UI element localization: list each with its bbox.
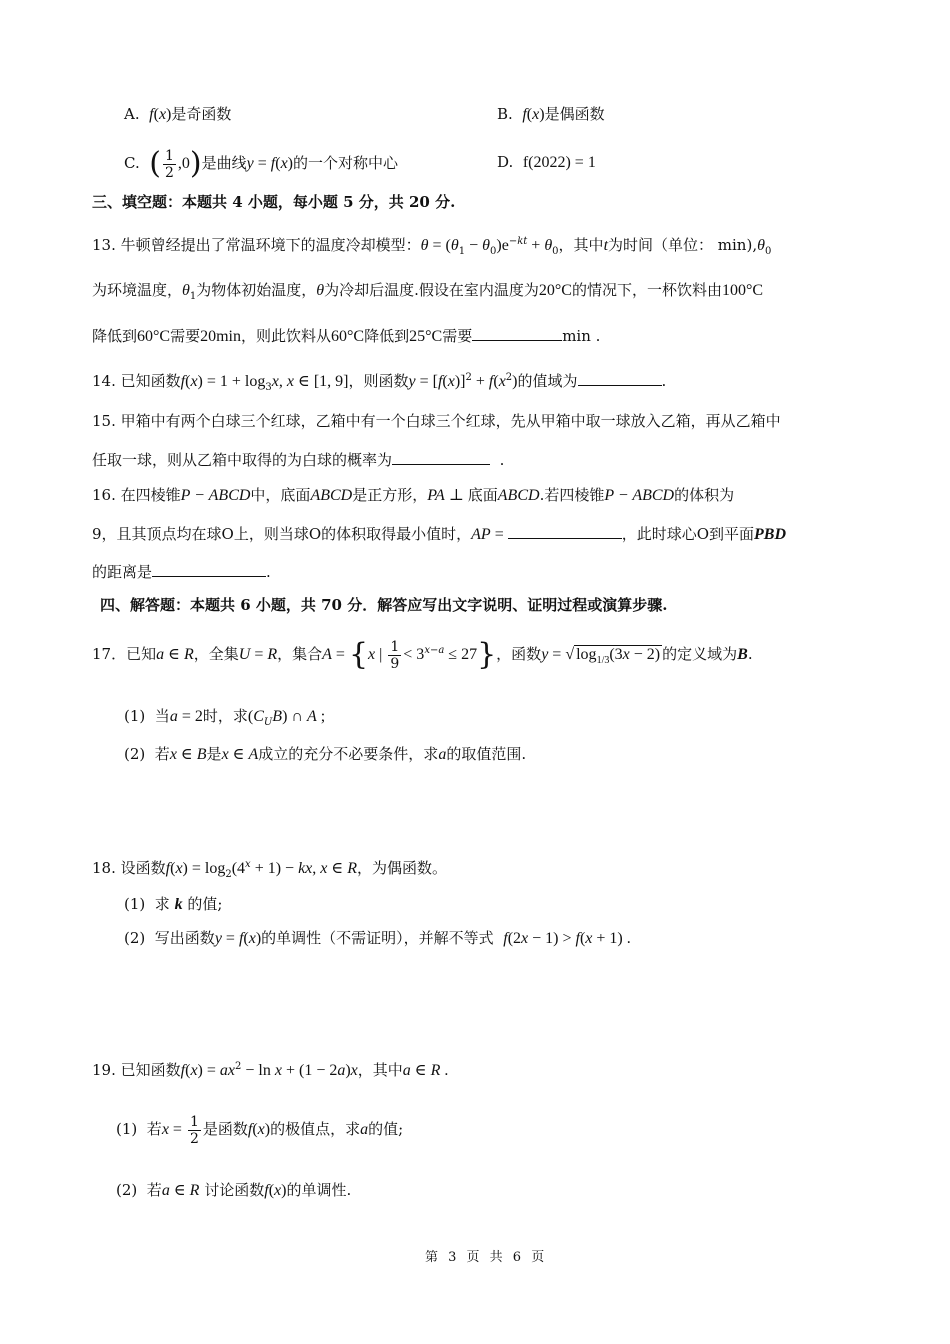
q12-option-d: D. f(2022) = 1 — [497, 153, 596, 171]
q12-option-b: B. f(x)是偶函数 — [497, 105, 605, 123]
q14-answer-blank[interactable] — [578, 370, 662, 386]
q15-answer-blank[interactable] — [392, 449, 490, 465]
q18-part-1: (1) 求 k 的值; — [124, 895, 223, 913]
q13-answer-blank[interactable] — [472, 325, 562, 341]
section-3-heading: 三、填空题：本题共 4 小题，每小题 5 分，共 20 分. — [92, 193, 456, 211]
q12-option-c: C. ( $\frac{1}{2}$ ,0)是曲线y = f(x)的一个对称中心 — [124, 146, 399, 181]
q15-line-2: 任取一球，则从乙箱中取得的为白球的概率为 . — [92, 451, 505, 469]
q16-distance-blank[interactable] — [152, 561, 266, 577]
q15-line-1: 15. 甲箱中有两个白球三个红球，乙箱中有一个白球三个红球，先从甲箱中取一球放入乙箱，再从乙箱中 — [92, 412, 781, 430]
q13-line-2: 为环境温度，$\theta_1$为物体初始温度，θ为冷却后温度.假设在室内温度为20°C的情况下，一杯饮料由100°C — [92, 281, 764, 302]
q19-line-1: 19. 已知函数$f(x) = ax^2 - \ln x + (1 - 2a)x$，其中a ∈ R . — [92, 1061, 449, 1079]
q17-line-1: 17．已知a ∈ R，全集U = R，集合A = {x | $\frac{1}{9}$ < $3^{x-a} \le 27$}，函数y = √ $\log_{1/3}(3x - 2)$ 的定义域为B. — [92, 637, 753, 672]
q13-line-3: 降低到60°C需要20min，则此饮料从60°C降低到25°C需要 min . — [92, 327, 601, 345]
q16-line-1: 16. 在四棱锥P − ABCD中，底面ABCD是正方形，PA ⊥ 底面ABCD.若四棱锥P − ABCD的体积为 — [92, 486, 735, 504]
section-4-heading: 四、解答题：本题共 6 小题，共 70 分．解答应写出文字说明、证明过程或演算步骤. — [100, 596, 668, 614]
q12-option-a: A. f(x)是奇函数 — [124, 105, 232, 123]
q17-part-2: (2) 若x ∈ B是x ∈ A成立的充分不必要条件，求a的取值范围. — [124, 745, 527, 763]
q16-line-3: 的距离是 . — [92, 563, 271, 581]
q16-line-2: 9，且其顶点均在球O上，则当球O的体积取得最小值时，AP = ，此时球心O到平面PBD — [92, 525, 787, 543]
q16-ap-blank[interactable] — [508, 523, 622, 539]
q17-part-1: (1) 当a = 2时，求$(C_UB)$ ∩ A ; — [124, 707, 326, 728]
page-number: 第 3 页 共 6 页 — [425, 1250, 548, 1265]
q18-part-2: (2) 写出函数y = f(x)的单调性（不需证明），并解不等式 f(2x − 1) > f(x + 1) . — [124, 929, 631, 947]
q19-part-1: (1) 若x = $\frac{1}{2}$ 是函数f(x)的极值点，求a的值; — [116, 1113, 404, 1147]
q14-line: 14. 已知函数$f(x) = 1 + \log_3x$, x ∈ [1, 9]，则函数$y = [f(x)]^2 + f(x^2)$的值域为 . — [92, 372, 667, 393]
q18-line-1: 18. 设函数$f(x) = \log_2(4^x + 1)$ − kx, x ∈ R，为偶函数。 — [92, 859, 448, 880]
q19-part-2: (2) 若a ∈ R 讨论函数f(x)的单调性. — [116, 1181, 352, 1199]
q13-line-1: 13. 牛顿曾经提出了常温环境下的温度冷却模型：$\theta = (\theta_1 - \theta_0)e^{-kt} + \theta_0$，其中t为时间（单位： $\min),\theta_0$ — [92, 236, 772, 257]
